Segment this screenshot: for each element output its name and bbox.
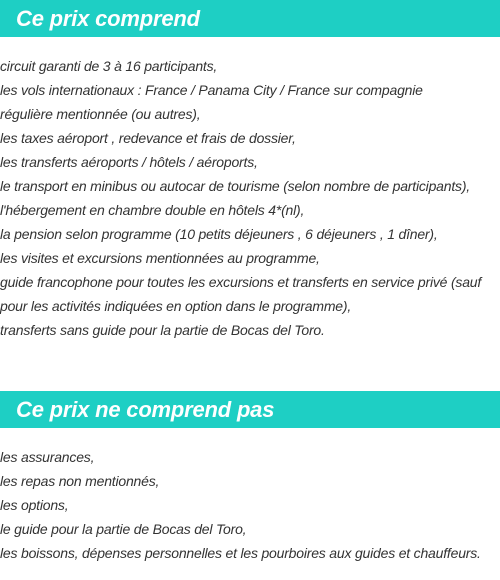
list-item: les taxes aéroport , redevance et frais de dossier, (0, 130, 296, 146)
list-item: les vols internationaux : France / Panama City / France sur compagnie (0, 82, 423, 98)
price-excludes-header (0, 391, 500, 428)
list-item: les boissons, dépenses personnelles et les pourboires aux guides et chauffeurs. (0, 545, 481, 561)
list-item: transferts sans guide pour la partie de Bocas del Toro. (0, 322, 325, 338)
price-excludes-title: Ce prix ne comprend pas (16, 396, 275, 422)
list-item: les transferts aéroports / hôtels / aéroports, (0, 154, 258, 170)
list-item: l'hébergement en chambre double en hôtels 4*(nl), (0, 202, 305, 218)
price-includes-list (0, 54, 500, 342)
list-item: régulière mentionnée (ou autres), (0, 106, 201, 122)
list-item: la pension selon programme (10 petits déjeuners , 6 déjeuners , 1 dîner), (0, 226, 438, 242)
list-item: les visites et excursions mentionnées au programme, (0, 250, 320, 266)
list-item: les assurances, (0, 449, 95, 465)
price-includes-title: Ce prix comprend (16, 5, 200, 31)
list-item: le transport en minibus ou autocar de tourisme (selon nombre de participants), (0, 178, 470, 194)
price-excludes-section (0, 391, 500, 565)
list-item: guide francophone pour toutes les excursions et transferts en service privé (sauf (0, 274, 482, 290)
list-item: circuit garanti de 3 à 16 participants, (0, 58, 218, 74)
list-item: le guide pour la partie de Bocas del Toro, (0, 521, 247, 537)
list-item: les options, (0, 497, 69, 513)
list-item: les repas non mentionnés, (0, 473, 160, 489)
list-item: pour les activités indiquées en option dans le programme), (0, 298, 352, 314)
price-excludes-list (0, 445, 500, 565)
price-includes-header (0, 0, 500, 37)
